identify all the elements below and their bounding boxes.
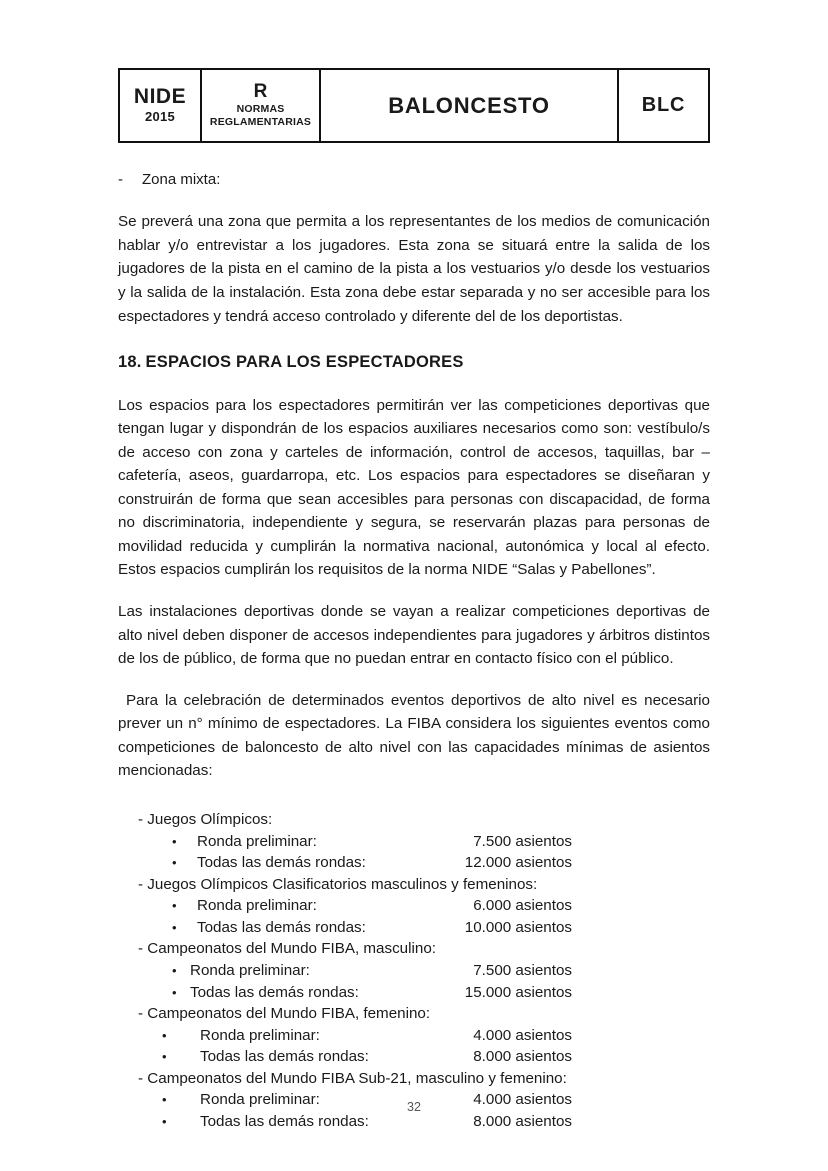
event-capacity-row [118,1046,710,1068]
event-round-label: Todas las demás rondas: [200,1048,369,1066]
bullet-icon: • [162,1092,167,1108]
events-capacity-list [118,809,710,1133]
nide-year: 2015 [144,108,176,124]
event-round-label: Ronda preliminar: [197,832,317,850]
zona-mixta-label: Zona mixta: [142,171,221,188]
bullet-icon: • [162,1049,167,1065]
bullet-icon: • [172,855,177,871]
section-title: ESPACIOS PARA LOS ESPECTADORES [145,353,464,372]
sport-title: BALONCESTO [388,92,550,118]
event-round-label: Todas las demás rondas: [197,854,366,872]
event-capacity-row [118,917,710,939]
event-group-label: - Campeonatos del Mundo FIBA, masculino: [138,940,436,958]
event-seat-count: 8.000 asientos [473,1048,572,1066]
normas-letter: R [253,81,268,103]
event-capacity-row [118,895,710,917]
header-cell-normas [200,70,319,141]
event-round-label: Ronda preliminar: [197,897,317,915]
bullet-icon: • [172,898,177,914]
bullet-icon: • [162,1114,167,1130]
event-seat-count: 4.000 asientos [473,1026,572,1044]
page-title [118,352,710,373]
nide-logo-text: NIDE [133,84,187,108]
event-seat-count: 7.500 asientos [473,832,572,850]
event-seat-count: 10.000 asientos [464,918,572,936]
normas-line-2: REGLAMENTARIAS [209,116,312,128]
event-seat-count: 12.000 asientos [464,854,572,872]
event-seat-count: 4.000 asientos [473,1091,572,1109]
sport-code: BLC [641,94,686,116]
event-capacity-row [118,852,710,874]
paragraph-accesos: Las instalaciones deportivas donde se vayan a realizar competiciones deportivas de alto nivel deben disponer de accesos independientes para jugadores y árbitros distintos de los de público, de forma que no puedan entrar en contacto físico con el público. [118,603,710,668]
event-seat-count: 6.000 asientos [473,897,572,915]
bullet-icon: • [172,984,177,1000]
header-cell-code [617,70,708,141]
paragraph-eventos: Para la celebración de determinados eventos deportivos de alto nivel es necesario prever un n° mínimo de espectadores. La FIBA considera los siguientes eventos como competiciones de baloncesto de alto nivel con las capacidades mínimas de asientos mencionadas: [118,691,710,780]
normas-line-1: NORMAS [236,103,285,116]
event-seat-count: 7.500 asientos [473,961,572,979]
event-capacity-row [118,1111,710,1133]
event-capacity-row [118,960,710,982]
event-capacity-row [118,982,710,1004]
event-seat-count: 8.000 asientos [473,1113,572,1131]
bullet-icon: • [172,833,177,849]
event-round-label: Todas las demás rondas: [200,1113,369,1131]
header-cell-sport-title [319,70,617,141]
paragraph-espacios: Los espacios para los espectadores permitirán ver las competiciones deportivas que tengan lugar y dispondrán de los espacios auxiliares necesarios como son: vestíbulo/s de acceso con zona y carteles de información, control de accesos, taquillas, bar – cafetería, aseos, guardarropa, etc. Los espacios para espectadores se diseñaran y construirán de forma que sean accesibles para personas con discapacidad, de forma no discriminatoria, independiente y segura, se reservarán plazas para personas de movilidad reducida y cumplirán la normativa nacional, autonómica y local al efecto. Estos espacios cumplirán los requisitos de la norma NIDE “Salas y Pabellones”. [118,396,710,579]
event-seat-count: 15.000 asientos [464,983,572,1001]
zona-mixta-paragraph: Se preverá una zona que permita a los representantes de los medios de comunicación hablar y/o entrevistar a los jugadores. Esta zona se situará entre la salida de los jugadores de la pista en el camino de la pista a los vestuarios y/o desde los vestuarios y la salida de la instalación. Esta zona debe estar separada y no ser accesible para los espectadores y tendrá acceso controlado y diferente del de los deportistas. [118,213,710,325]
event-round-label: Ronda preliminar: [200,1091,320,1109]
bullet-icon: • [162,1027,167,1043]
event-round-label: Todas las demás rondas: [197,918,366,936]
page-number: 32 [407,1100,421,1114]
event-round-label: Todas las demás rondas: [190,983,359,1001]
bullet-icon: • [172,919,177,935]
event-capacity-row [118,831,710,853]
event-group-label: - Juegos Olímpicos: [138,810,273,828]
event-round-label: Ronda preliminar: [190,961,310,979]
event-group-label: - Campeonatos del Mundo FIBA, femenino: [138,1005,431,1023]
header-cell-nide [120,70,200,141]
event-capacity-row [118,1025,710,1047]
bullet-icon: • [172,962,177,978]
event-group-label: - Juegos Olímpicos Clasificatorios masculinos y femeninos: [138,875,538,893]
document-body [118,170,710,1133]
dash-marker: - [118,171,123,188]
document-header-table [118,68,710,143]
event-group-label: - Campeonatos del Mundo FIBA Sub-21, masculino y femenino: [138,1069,567,1087]
section-number: 18. [118,353,142,372]
event-round-label: Ronda preliminar: [200,1026,320,1044]
zona-mixta-item [118,170,710,190]
